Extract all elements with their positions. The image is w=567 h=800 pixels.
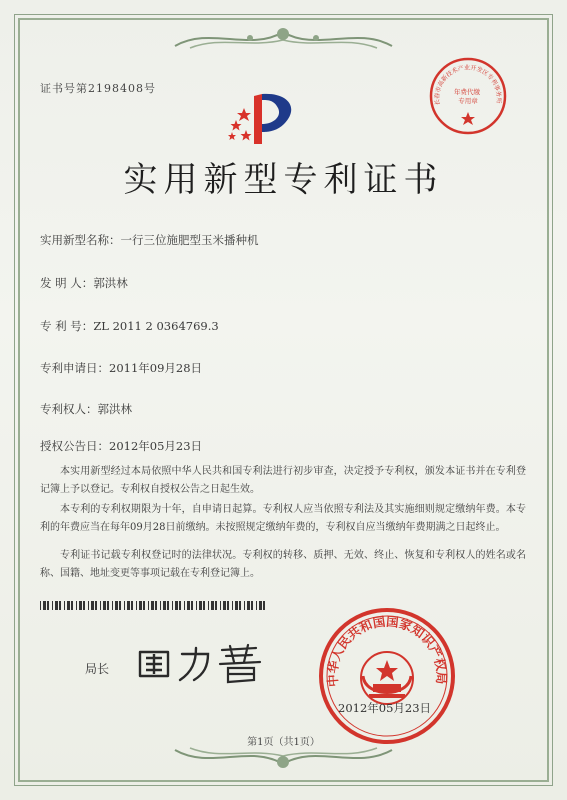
barcode-bar (143, 601, 145, 610)
holder-label: 专利权人： (40, 402, 98, 416)
barcode-bar (239, 601, 241, 610)
barcode-bar (136, 601, 137, 610)
barcode-bar (184, 601, 185, 610)
barcode-bar (220, 601, 221, 610)
barcode-bar (259, 601, 262, 610)
patent-number-label: 专 利 号： (40, 319, 94, 333)
patent-number-value: ZL 2011 2 0364769.3 (93, 319, 219, 333)
paragraph-record: 专利证书记载专利权登记时的法律状况。专利权的转移、质押、无效、终止、恢复和专利权人的姓名或名称、国籍、地址变更等事项记载在专利登记簿上。 (40, 550, 526, 579)
agency-seal-arc-text: 长春市高新技术产业开发区专利事务所 (433, 64, 503, 106)
barcode-bar (64, 601, 65, 610)
barcode-bar (107, 601, 109, 610)
barcode-bar (47, 601, 49, 610)
agency-seal-line1: 年费代缴 (453, 88, 480, 96)
model-name-label: 实用新型名称： (40, 233, 121, 247)
barcode-icon (40, 601, 270, 610)
barcode-bar (103, 601, 106, 610)
model-name-value: 一行三位施肥型玉米播种机 (120, 233, 259, 247)
barcode-bar (223, 601, 226, 610)
barcode-bar (256, 601, 257, 610)
barcode-bar (43, 601, 46, 610)
agency-seal-icon (428, 56, 508, 136)
patent-number-field (40, 318, 219, 334)
barcode-bar (148, 601, 149, 610)
barcode-bar (160, 601, 161, 610)
barcode-bar (139, 601, 142, 610)
barcode-bar (115, 601, 118, 610)
page-number: 第1页（共1页） (247, 737, 320, 748)
barcode-bar (127, 601, 130, 610)
barcode-bar (211, 601, 214, 610)
grant-date-field (40, 438, 202, 454)
certificate-number: 证书号第2198408号 (40, 82, 156, 95)
inventor-value: 郭洪林 (93, 276, 128, 290)
barcode-bar (247, 601, 250, 610)
agency-seal-line2: 专用章 (458, 97, 478, 105)
barcode-bar (67, 601, 70, 610)
barcode-bar (235, 601, 238, 610)
top-ornament-icon (170, 22, 397, 54)
barcode-bar (199, 601, 202, 610)
holder-field (40, 401, 132, 417)
barcode-bar (263, 601, 265, 610)
barcode-bar (232, 601, 233, 610)
barcode-bar (179, 601, 181, 610)
seal-date: 2012年05月23日 (338, 701, 432, 715)
barcode-bar (187, 601, 190, 610)
barcode-bar (208, 601, 209, 610)
barcode-bar (191, 601, 193, 610)
barcode-bar (172, 601, 173, 610)
barcode-bar (95, 601, 97, 610)
inventor-field (40, 275, 128, 291)
barcode-bar (88, 601, 89, 610)
barcode-bar (40, 601, 41, 610)
barcode-bar (131, 601, 133, 610)
barcode-bar (203, 601, 205, 610)
barcode-bar (119, 601, 121, 610)
model-name-field (40, 232, 259, 248)
barcode-bar (124, 601, 125, 610)
barcode-bar (215, 601, 217, 610)
seal-arc-text: 中华人民共和国国家知识产权局 (324, 613, 450, 688)
signature-icon (130, 640, 280, 684)
grant-date-label: 授权公告日： (40, 439, 109, 453)
barcode-bar (76, 601, 77, 610)
barcode-bar (251, 601, 253, 610)
paragraph-term: 本专利的专利权期限为十年，自申请日起算。专利权人应当依照专利法及其实施细则规定缴纳年费。本专利的年费应当在每年09月28日前缴纳。未按照规定缴纳年费的，专利权自应当缴纳年费期满之日起终止。 (40, 504, 526, 533)
barcode-bar (244, 601, 245, 610)
barcode-bar (59, 601, 61, 610)
page-title: 实用新型专利证书 (123, 160, 444, 200)
barcode-bar (112, 601, 113, 610)
director-label: 局长 (85, 662, 110, 676)
barcode-bar (83, 601, 85, 610)
barcode-bar (55, 601, 58, 610)
barcode-bar (163, 601, 166, 610)
barcode-bar (175, 601, 178, 610)
barcode-bar (91, 601, 94, 610)
apply-date-value: 2011年09月28日 (109, 361, 203, 375)
barcode-bar (196, 601, 197, 610)
barcode-bar (155, 601, 157, 610)
apply-date-label: 专利申请日： (40, 361, 109, 375)
barcode-bar (71, 601, 73, 610)
barcode-bar (167, 601, 169, 610)
national-ip-office-seal-icon (317, 606, 457, 746)
barcode-bar (100, 601, 101, 610)
holder-value: 郭洪林 (97, 402, 132, 416)
barcode-bar (52, 601, 53, 610)
barcode-bar (151, 601, 154, 610)
grant-date-value: 2012年05月23日 (109, 439, 203, 453)
agency-seal-inner-text (454, 87, 482, 105)
sipo-logo-icon (222, 86, 312, 148)
inventor-label: 发 明 人： (40, 276, 94, 290)
barcode-bar (227, 601, 229, 610)
apply-date-field (40, 360, 202, 376)
barcode-bar (79, 601, 82, 610)
paragraph-grant: 本实用新型经过本局依照中华人民共和国专利法进行初步审查，决定授予专利权，颁发本证书并在专利登记簿上予以登记。专利权自授权公告之日起生效。 (40, 466, 526, 495)
